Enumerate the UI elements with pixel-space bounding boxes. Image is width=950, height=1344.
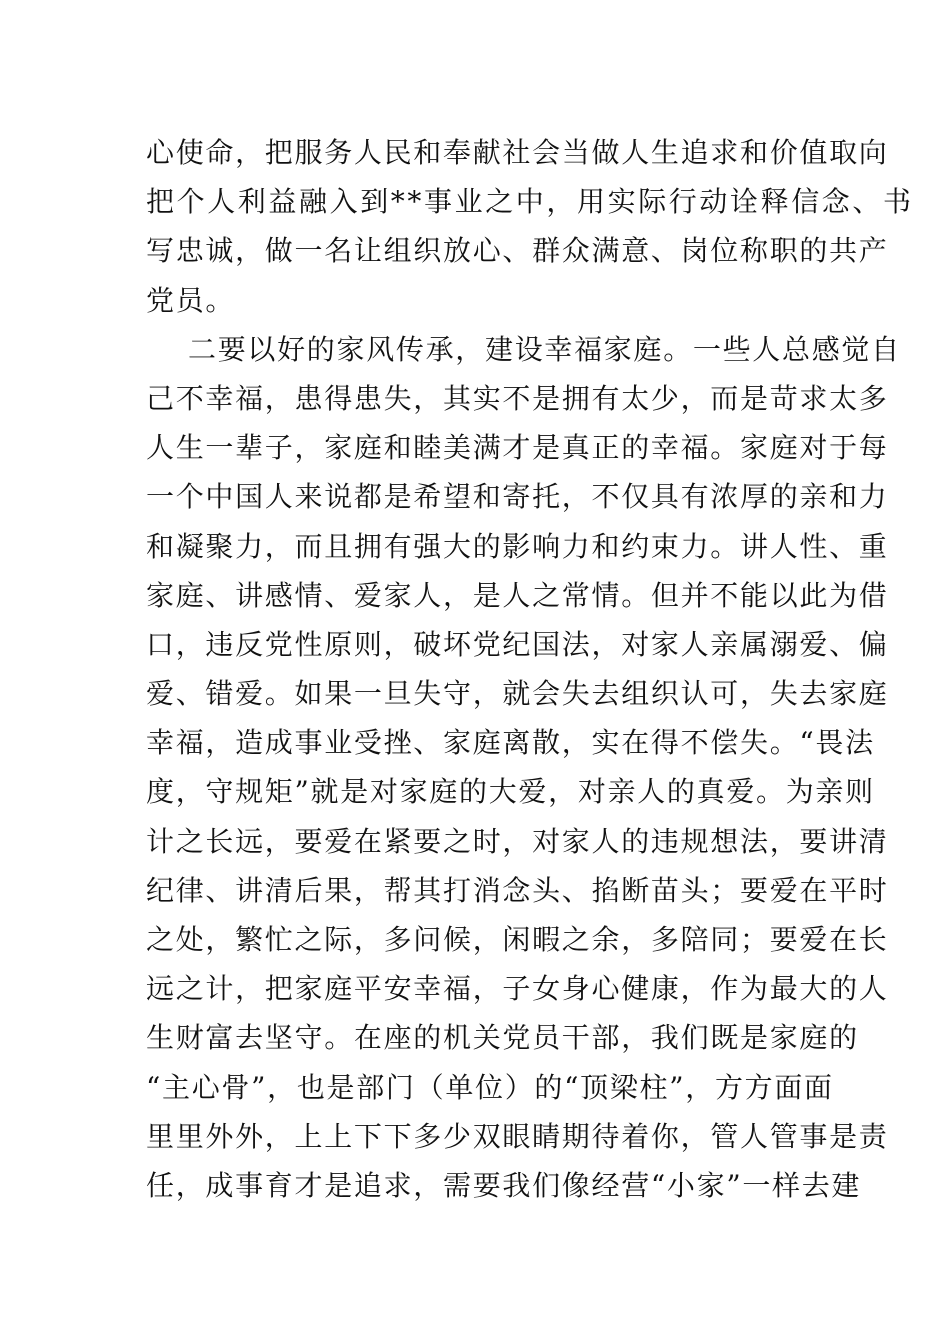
text-line: 党员。	[146, 283, 236, 317]
text-line: “主心骨”，也是部门（单位）的“顶梁柱”，方方面面	[146, 1070, 834, 1104]
text-line: 家庭、讲感情、爱家人，是人之常情。但并不能以此为借	[146, 578, 889, 612]
text-line: 己不幸福，患得患失，其实不是拥有太少，而是苛求太多	[146, 381, 889, 415]
text-line: 里里外外，上上下下多少双眼睛期待着你，管人管事是责	[146, 1119, 889, 1153]
text-line: 人生一辈子，家庭和睦美满才是真正的幸福。家庭对于每	[146, 431, 889, 465]
text-line: 之处，繁忙之际，多问候，闲暇之余，多陪同；要爱在长	[146, 923, 889, 956]
text-line: 计之长远，要爱在紧要之时，对家人的违规想法，要讲清	[146, 824, 889, 858]
text-line: 生财富去坚守。在座的机关党员干部，我们既是家庭的	[146, 1021, 859, 1055]
text-line: 心使命，把服务人民和奉献社会当做人生追求和价值取向	[146, 136, 889, 169]
text-line: 任，成事育才是追求，需要我们像经营“小家”一样去建	[146, 1168, 862, 1202]
text-line: 度，守规矩”就是对家庭的大爱，对亲人的真爱。为亲则	[146, 775, 875, 809]
text-line: 远之计，把家庭平安幸福，子女身心健康，作为最大的人	[146, 972, 889, 1006]
text-line: 把个人利益融入到**事业之中，用实际行动诠释信念、书	[146, 185, 914, 219]
body-text	[146, 128, 914, 1210]
text-line: 幸福，造成事业受挫、家庭离散，实在得不偿失。“畏法	[146, 726, 875, 760]
text-line: 爱、错爱。如果一旦失守，就会失去组织认可，失去家庭	[146, 677, 889, 711]
text-line: 写忠诚，做一名让组织放心、群众满意、岗位称职的共产	[146, 234, 889, 268]
text-line: 和凝聚力，而且拥有强大的影响力和约束力。讲人性、重	[146, 529, 889, 563]
text-line: 口，违反党性原则，破坏党纪国法，对家人亲属溺爱、偏	[146, 627, 889, 661]
text-line: 二要以好的家风传承，建设幸福家庭。一些人总感觉自	[188, 332, 901, 366]
text-line: 一个中国人来说都是希望和寄托，不仅具有浓厚的亲和力	[146, 480, 889, 514]
text-line: 纪律、讲清后果，帮其打消念头、掐断苗头；要爱在平时	[146, 873, 889, 907]
